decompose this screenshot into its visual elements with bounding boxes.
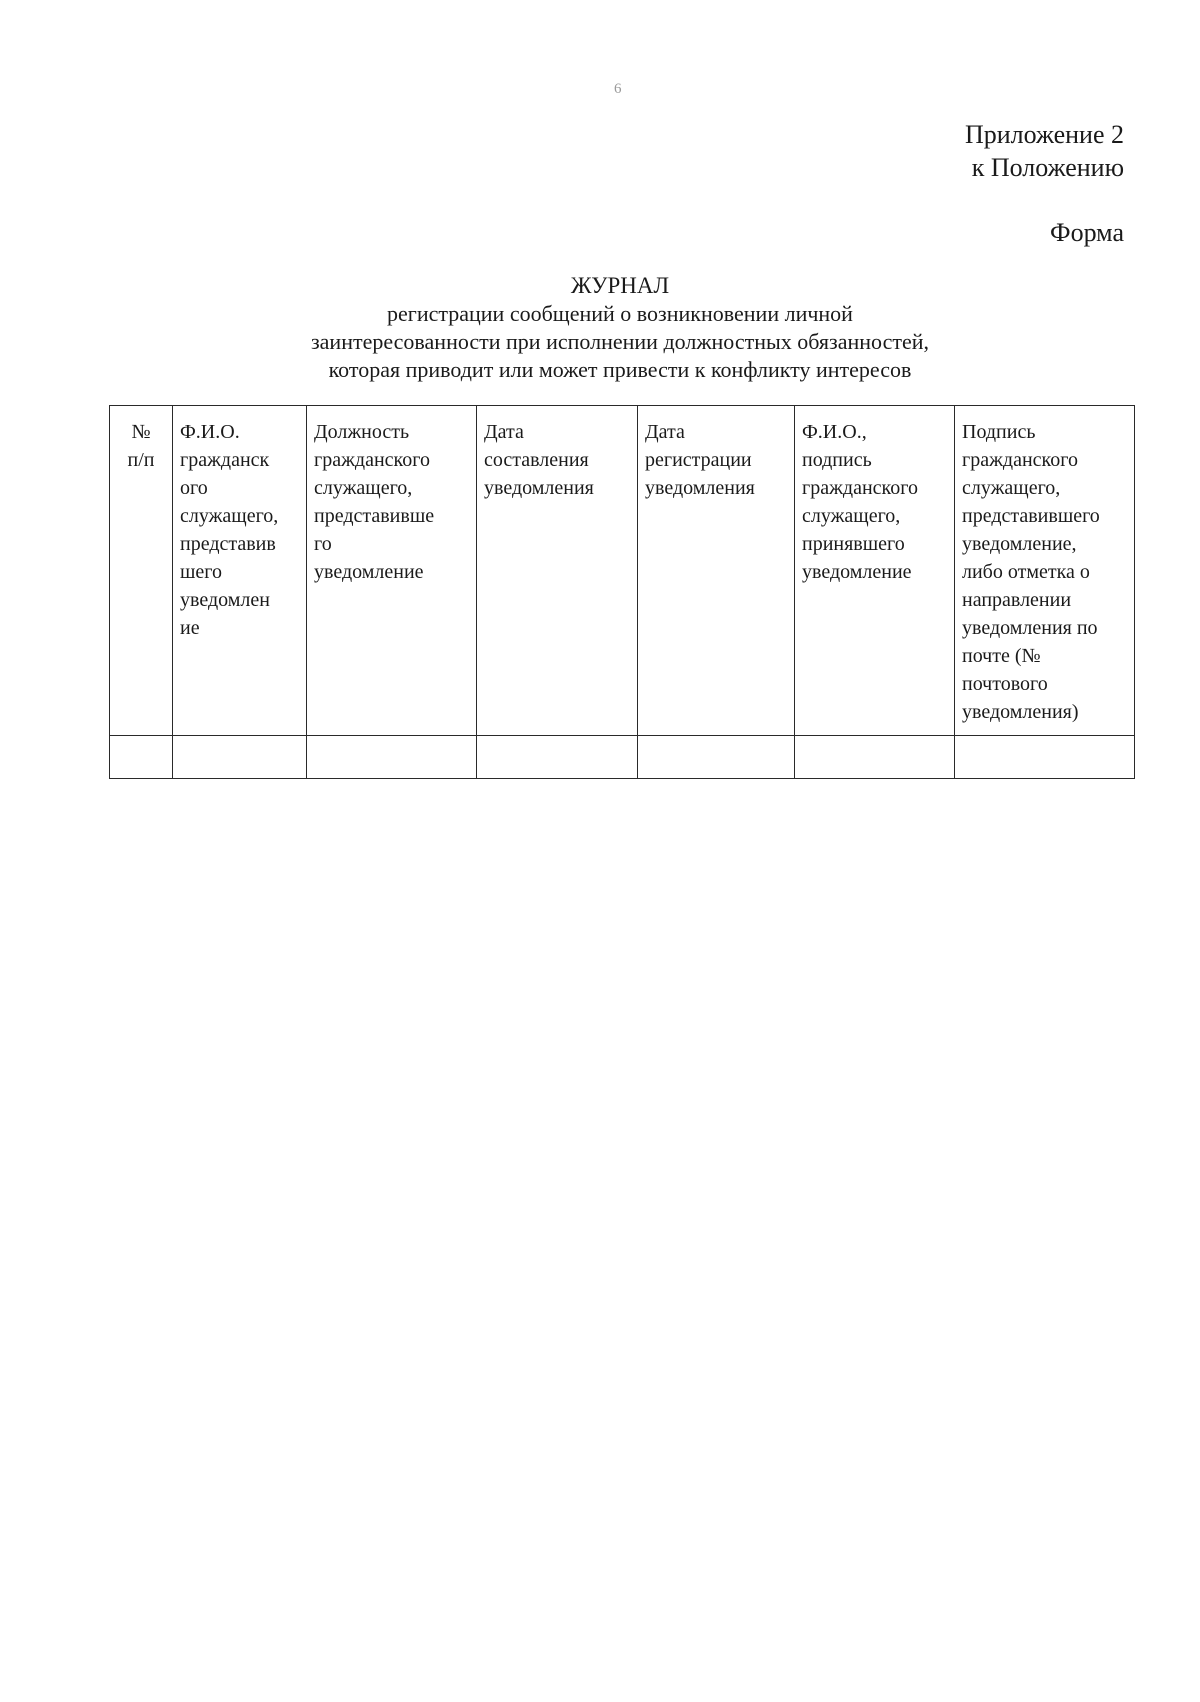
table-cell (638, 736, 795, 779)
column-header-line: уведомление, (962, 533, 1077, 555)
column-header-line: ие (180, 617, 200, 639)
column-header-line: направлении (962, 589, 1072, 611)
column-header-line: уведомления (645, 477, 755, 499)
table-cell (795, 736, 955, 779)
column-header-line: представивше (314, 505, 435, 527)
column-header-line: почтового (962, 673, 1048, 695)
column-header-line: № (131, 421, 151, 443)
column-header-line: Ф.И.О. (180, 421, 240, 443)
appendix-heading (965, 118, 1124, 184)
table-cell (477, 736, 638, 779)
column-header-name (173, 406, 307, 736)
page-number: 6 (614, 81, 622, 97)
column-header-line: принявшего (802, 533, 905, 555)
column-header-line: составления (484, 449, 589, 471)
column-header-registration-date (638, 406, 795, 736)
column-header-line: уведомления (484, 477, 594, 499)
column-header-line: служащего, (962, 477, 1061, 499)
column-header-line: либо отметка о (962, 561, 1090, 583)
column-header-receiver (795, 406, 955, 736)
column-header-line: Дата (484, 421, 524, 443)
column-header-position (307, 406, 477, 736)
appendix-line-2: к Положению (971, 153, 1124, 182)
journal-title-block (110, 272, 1130, 384)
column-header-line: служащего, (802, 505, 901, 527)
column-header-line: почте (№ (962, 645, 1041, 667)
column-header-compile-date (477, 406, 638, 736)
column-header-line: регистрации (645, 449, 752, 471)
appendix-line-1: Приложение 2 (964, 120, 1124, 149)
column-header-line: уведомления) (962, 701, 1079, 723)
column-header-signature (955, 406, 1135, 736)
form-label: Форма (1050, 218, 1124, 247)
table-row (110, 736, 1135, 779)
column-header-line: служащего, (314, 477, 413, 499)
table-header-row (110, 406, 1135, 736)
table-cell (173, 736, 307, 779)
column-header-line: ого (180, 477, 208, 499)
journal-subtitle-line-1: регистрации сообщений о возникновении личной (387, 301, 853, 326)
column-header-line: уведомление (314, 561, 424, 583)
column-header-line: го (314, 533, 332, 555)
column-header-number (110, 406, 173, 736)
column-header-line: гражданск (180, 449, 270, 471)
column-header-line: уведомлен (180, 589, 270, 611)
column-header-line: п/п (127, 449, 155, 471)
column-header-line: Дата (645, 421, 685, 443)
journal-table (109, 405, 1135, 779)
column-header-line: Должность (314, 421, 410, 443)
column-header-line: подпись (802, 449, 872, 471)
column-header-line: гражданского (962, 449, 1078, 471)
column-header-line: уведомление (802, 561, 912, 583)
column-header-line: представив (180, 533, 276, 555)
table-cell (110, 736, 173, 779)
column-header-line: Подпись (962, 421, 1036, 443)
column-header-line: служащего, (180, 505, 279, 527)
column-header-line: гражданского (802, 477, 918, 499)
column-header-line: шего (180, 561, 222, 583)
column-header-line: уведомления по (962, 617, 1098, 639)
column-header-line: Ф.И.О., (802, 421, 867, 443)
column-header-line: представившего (962, 505, 1100, 527)
journal-subtitle-line-3: которая приводит или может привести к конфликту интересов (328, 357, 912, 382)
column-header-line: гражданского (314, 449, 430, 471)
table-cell (307, 736, 477, 779)
journal-subtitle-line-2: заинтересованности при исполнении должностных обязанностей, (310, 329, 930, 354)
journal-title: ЖУРНАЛ (570, 273, 670, 298)
table-cell (955, 736, 1135, 779)
